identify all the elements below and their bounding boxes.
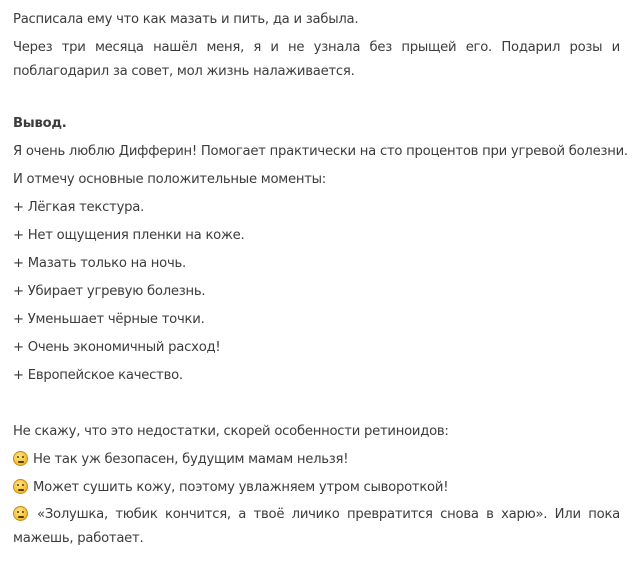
paragraph-text: Через три месяца нашёл меня, я и не узнала без прыщей его. Подарил розы и поблагодарил за совет, мол жизнь налаживается.: [13, 40, 620, 79]
paragraph-text: Расписала ему что как мазать и пить, да и забыла.: [13, 12, 359, 27]
pros-list-item: + Лёгкая текстура.: [13, 200, 145, 215]
neutral-face-icon: [13, 479, 28, 494]
pros-list-item: + Нет ощущения пленки на коже.: [13, 228, 245, 243]
pros-list-item: + Европейское качество.: [13, 368, 183, 383]
cons-item-text: Не так уж безопасен, будущим мамам нельзя!: [33, 452, 349, 467]
neutral-face-icon: [13, 451, 28, 466]
cons-list-item: [13, 451, 348, 469]
pros-list-item: + Уменьшает чёрные точки.: [13, 312, 205, 327]
pros-intro: И отмечу основные положительные моменты:: [13, 172, 326, 187]
cons-intro: Не скажу, что это недостатки, скорей особенности ретиноидов:: [13, 424, 449, 439]
neutral-face-icon: [13, 506, 28, 521]
pros-list-item: + Убирает угревую болезнь.: [13, 284, 206, 299]
pros-list-item: + Мазать только на ночь.: [13, 256, 186, 271]
conclusion-heading: Вывод.: [13, 116, 67, 131]
cons-list-item: [13, 503, 620, 551]
cons-item-text: Может сушить кожу, поэтому увлажняем утром сывороткой!: [33, 480, 449, 495]
cons-item-text: «Золушка, тюбик кончится, а твоё личико превратится снова в харю». Или пока мажешь, работает.: [13, 507, 620, 546]
cons-list-item: [13, 479, 448, 497]
pros-list-item: + Очень экономичный расход!: [13, 340, 221, 355]
conclusion-text: Я очень люблю Дифферин! Помогает практически на сто процентов при угревой болезни.: [13, 144, 628, 159]
